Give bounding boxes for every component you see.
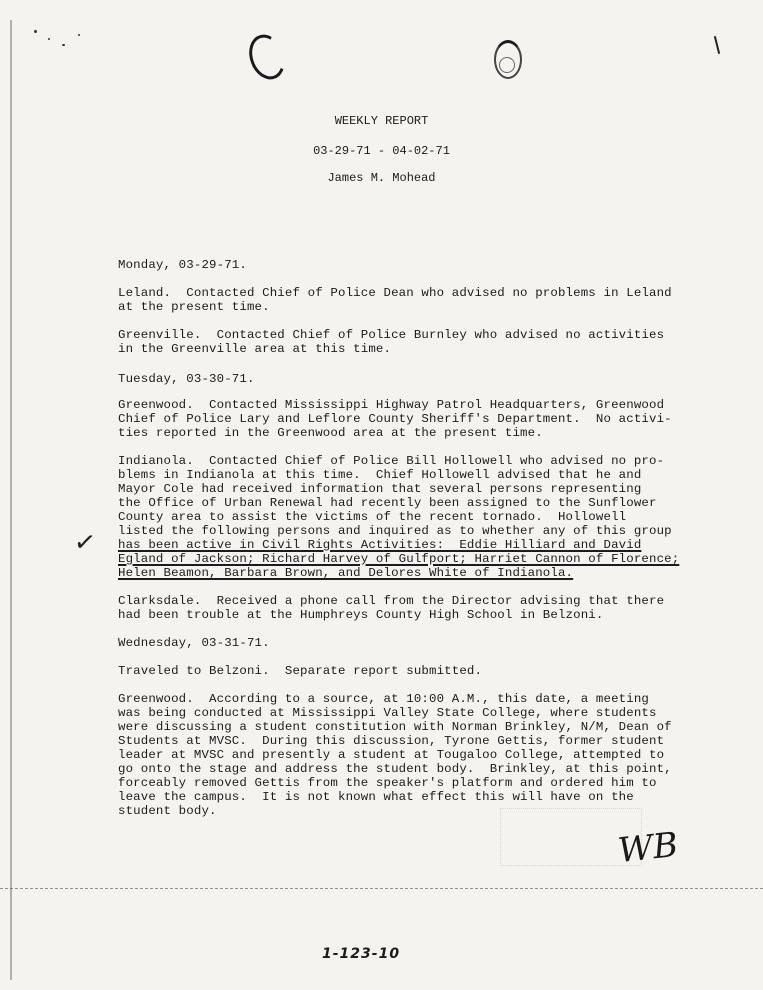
handwritten-checkmark: ✓: [72, 526, 98, 560]
text-line: student body.: [118, 804, 217, 818]
footer-number: 1-123-10: [322, 946, 401, 962]
report-dates: 03-29-71 - 04-02-71: [313, 144, 450, 158]
underlined-names-line: has been active in Civil Rights Activities: Eddie Hilliard and David: [118, 538, 642, 552]
scan-rule-line: [0, 888, 763, 890]
punch-hole-left: [243, 30, 291, 85]
text-line: Greenwood. Contacted Mississippi Highway Patrol Headquarters, Greenwood: [118, 398, 665, 412]
text-line: leader at MVSC and presently a student at Tougaloo College, attempted to: [118, 748, 665, 762]
text-line: blems in Indianola at this time. Chief Hollowell advised that he and: [118, 468, 642, 482]
text-line: at the present time.: [118, 300, 270, 314]
day-heading-monday: Monday, 03-29-71.: [118, 258, 247, 272]
text-line: was being conducted at Mississippi Valley State College, where students: [118, 706, 657, 720]
day-heading-wednesday: Wednesday, 03-31-71.: [118, 636, 270, 650]
scan-speck: [48, 38, 50, 40]
text-line: Greenville. Contacted Chief of Police Burnley who advised no activities: [118, 328, 665, 342]
scan-speck: [78, 34, 80, 36]
scan-mark: [714, 36, 720, 54]
text-line: Leland. Contacted Chief of Police Dean who advised no problems in Leland: [118, 286, 672, 300]
text-line: Clarksdale. Received a phone call from the Director advising that there: [118, 594, 665, 608]
underlined-names-line: Helen Beamon, Barbara Brown, and Delores White of Indianola.: [118, 566, 574, 580]
text-line: Indianola. Contacted Chief of Police Bill Hollowell who advised no pro-: [118, 454, 665, 468]
day-heading-tuesday: Tuesday, 03-30-71.: [118, 372, 255, 386]
text-line: in the Greenville area at this time.: [118, 342, 392, 356]
scan-margin-line: [10, 20, 12, 980]
underlined-names-line: Egland of Jackson; Richard Harvey of Gulfport; Harriet Cannon of Florence;: [118, 552, 680, 566]
text-line: listed the following persons and inquired as to whether any of this group: [118, 524, 672, 538]
text-line: Mayor Cole had received information that several persons representing: [118, 482, 642, 496]
text-line: County area to assist the victims of the recent tornado. Hollowell: [118, 510, 627, 524]
text-line: Greenwood. According to a source, at 10:00 A.M., this date, a meeting: [118, 692, 649, 706]
text-line: go onto the stage and address the student body. Brinkley, at this point,: [118, 762, 672, 776]
punch-hole-right: [494, 40, 522, 79]
report-title: WEEKLY REPORT: [334, 114, 429, 128]
scan-speck: [62, 44, 65, 46]
text-line: were discussing a student constitution with Norman Brinkley, N/M, Dean of: [118, 720, 672, 734]
text-line: ties reported in the Greenwood area at the present time.: [118, 426, 543, 440]
scan-speck: [34, 30, 37, 33]
text-line: Chief of Police Lary and Leflore County Sheriff's Department. No activi-: [118, 412, 672, 426]
text-line: leave the campus. It is not known what effect this will have on the: [118, 790, 634, 804]
text-line: forceably removed Gettis from the speaker's platform and ordered him to: [118, 776, 657, 790]
text-line: had been trouble at the Humphreys County High School in Belzoni.: [118, 608, 604, 622]
handwritten-initials: WB: [616, 824, 680, 872]
text-line: Traveled to Belzoni. Separate report submitted.: [118, 664, 483, 678]
text-line: the Office of Urban Renewal had recently been assigned to the Sunflower: [118, 496, 657, 510]
text-line: Students at MVSC. During this discussion, Tyrone Gettis, former student: [118, 734, 665, 748]
report-author: James M. Mohead: [327, 171, 436, 185]
